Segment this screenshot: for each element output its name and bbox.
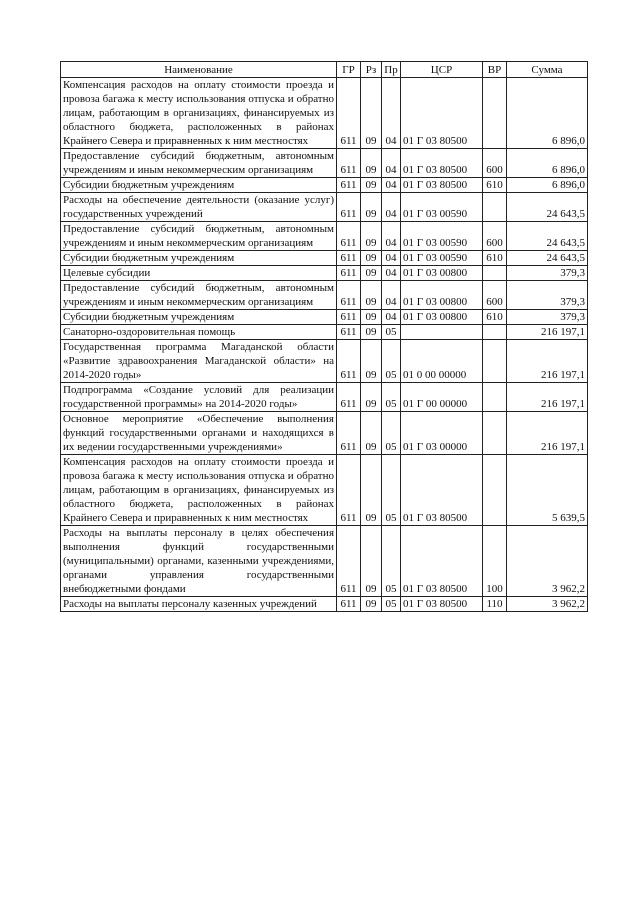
row-vr: 110 [483,597,507,612]
row-rz: 09 [361,597,382,612]
row-csr: 01 Г 03 80500 [401,526,483,597]
row-name: Субсидии бюджетным учреждениям [61,251,337,266]
row-rz: 09 [361,325,382,340]
table-row [61,251,588,266]
row-csr: 01 Г 03 00590 [401,222,483,251]
row-name: Субсидии бюджетным учреждениям [61,178,337,193]
row-vr [483,193,507,222]
row-csr: 01 Г 03 00800 [401,281,483,310]
row-gr: 611 [337,251,361,266]
row-vr: 600 [483,281,507,310]
row-gr: 611 [337,281,361,310]
row-csr: 01 Г 03 80500 [401,455,483,526]
row-sum: 3 962,2 [507,526,588,597]
row-pr: 04 [382,149,401,178]
table-row [61,149,588,178]
row-vr: 100 [483,526,507,597]
row-rz: 09 [361,251,382,266]
row-rz: 09 [361,178,382,193]
header-vr: ВР [483,62,507,78]
row-rz: 09 [361,149,382,178]
header-name: Наименование [61,62,337,78]
row-sum: 216 197,1 [507,383,588,412]
row-rz: 09 [361,340,382,383]
row-pr: 04 [382,251,401,266]
row-pr: 05 [382,455,401,526]
row-rz: 09 [361,455,382,526]
row-csr: 01 Г 03 80500 [401,78,483,149]
row-pr: 05 [382,526,401,597]
row-gr: 611 [337,412,361,455]
row-vr [483,325,507,340]
row-sum: 379,3 [507,310,588,325]
row-csr: 01 Г 03 00000 [401,412,483,455]
row-csr: 01 Г 03 80500 [401,149,483,178]
budget-table [60,61,588,612]
row-pr: 04 [382,266,401,281]
row-rz: 09 [361,412,382,455]
row-name: Расходы на обеспечение деятельности (оказание услуг) государственных учреждений [61,193,337,222]
row-rz: 09 [361,266,382,281]
row-name: Основное мероприятие «Обеспечение выполнения функций государственными органами и находящихся в их ведении государственными учреждениями» [61,412,337,455]
row-csr: 01 Г 00 00000 [401,383,483,412]
row-gr: 611 [337,383,361,412]
row-sum: 5 639,5 [507,455,588,526]
row-csr: 01 Г 03 00800 [401,266,483,281]
row-csr: 01 Г 03 00590 [401,251,483,266]
row-pr: 05 [382,383,401,412]
row-gr: 611 [337,310,361,325]
table-row [61,597,588,612]
row-vr: 610 [483,178,507,193]
table-body [61,78,588,612]
row-sum: 6 896,0 [507,178,588,193]
row-gr: 611 [337,222,361,251]
row-name: Расходы на выплаты персоналу в целях обеспечения выполнения функций государственными (муниципальными) органами, казенными учреждениями, органами управления государственными внебюджетными фондами [61,526,337,597]
table-header [61,62,588,78]
row-vr: 610 [483,251,507,266]
row-vr [483,340,507,383]
row-pr: 05 [382,597,401,612]
row-pr: 04 [382,222,401,251]
row-gr: 611 [337,597,361,612]
row-name: Предоставление субсидий бюджетным, автономным учреждениям и иным некоммерческим организациям [61,222,337,251]
row-csr: 01 Г 03 80500 [401,178,483,193]
row-vr: 600 [483,149,507,178]
row-name: Субсидии бюджетным учреждениям [61,310,337,325]
row-name: Целевые субсидии [61,266,337,281]
row-pr: 05 [382,412,401,455]
row-vr [483,78,507,149]
row-sum: 379,3 [507,281,588,310]
row-rz: 09 [361,193,382,222]
table-row [61,78,588,149]
row-csr: 01 0 00 00000 [401,340,483,383]
row-name: Предоставление субсидий бюджетным, автономным учреждениям и иным некоммерческим организациям [61,281,337,310]
row-name: Предоставление субсидий бюджетным, автономным учреждениям и иным некоммерческим организациям [61,149,337,178]
row-rz: 09 [361,310,382,325]
row-name: Подпрограмма «Создание условий для реализации государственной программы» на 2014-2020 годы» [61,383,337,412]
row-sum: 3 962,2 [507,597,588,612]
row-gr: 611 [337,149,361,178]
header-sum: Сумма [507,62,588,78]
row-name: Государственная программа Магаданской области «Развитие здравоохранения Магаданской области» на 2014-2020 годы» [61,340,337,383]
row-vr [483,266,507,281]
row-sum: 216 197,1 [507,412,588,455]
row-gr: 611 [337,78,361,149]
row-csr: 01 Г 03 80500 [401,597,483,612]
row-sum: 379,3 [507,266,588,281]
row-sum: 24 643,5 [507,251,588,266]
row-rz: 09 [361,526,382,597]
header-gr: ГР [337,62,361,78]
row-pr: 04 [382,78,401,149]
row-rz: 09 [361,383,382,412]
row-rz: 09 [361,222,382,251]
row-name: Санаторно-оздоровительная помощь [61,325,337,340]
row-name: Компенсация расходов на оплату стоимости проезда и провоза багажа к месту использования отпуска и обратно лицам, работающим в организациях, финансируемых из областного бюджета, расположенных в районах Крайнего Севера и приравненных к ним местностях [61,78,337,149]
row-rz: 09 [361,78,382,149]
row-gr: 611 [337,193,361,222]
row-gr: 611 [337,325,361,340]
table-row [61,178,588,193]
table-row [61,325,588,340]
row-sum: 6 896,0 [507,149,588,178]
row-pr: 04 [382,178,401,193]
row-gr: 611 [337,526,361,597]
row-csr: 01 Г 03 00590 [401,193,483,222]
table-row [61,222,588,251]
row-name: Компенсация расходов на оплату стоимости проезда и провоза багажа к месту использования отпуска и обратно лицам, работающим в организациях, финансируемых из областного бюджета, расположенных в районах Крайнего Севера и приравненных к ним местностях [61,455,337,526]
row-sum: 6 896,0 [507,78,588,149]
table-row [61,412,588,455]
row-gr: 611 [337,266,361,281]
row-vr: 600 [483,222,507,251]
row-pr: 05 [382,340,401,383]
row-gr: 611 [337,340,361,383]
row-sum: 216 197,1 [507,340,588,383]
row-sum: 24 643,5 [507,222,588,251]
row-gr: 611 [337,455,361,526]
table-row [61,340,588,383]
row-name: Расходы на выплаты персоналу казенных учреждений [61,597,337,612]
header-row [61,62,588,78]
row-pr: 04 [382,281,401,310]
table-row [61,266,588,281]
row-csr [401,325,483,340]
row-sum: 216 197,1 [507,325,588,340]
row-pr: 04 [382,193,401,222]
table-row [61,526,588,597]
row-pr: 05 [382,325,401,340]
row-pr: 04 [382,310,401,325]
table-row [61,310,588,325]
row-rz: 09 [361,281,382,310]
table-row [61,193,588,222]
row-csr: 01 Г 03 00800 [401,310,483,325]
row-vr [483,455,507,526]
row-sum: 24 643,5 [507,193,588,222]
row-gr: 611 [337,178,361,193]
table-row [61,455,588,526]
table-row [61,383,588,412]
budget-document-page [60,61,588,612]
header-pr: Пр [382,62,401,78]
row-vr: 610 [483,310,507,325]
header-rz: Рз [361,62,382,78]
row-vr [483,383,507,412]
row-vr [483,412,507,455]
table-row [61,281,588,310]
header-csr: ЦСР [401,62,483,78]
